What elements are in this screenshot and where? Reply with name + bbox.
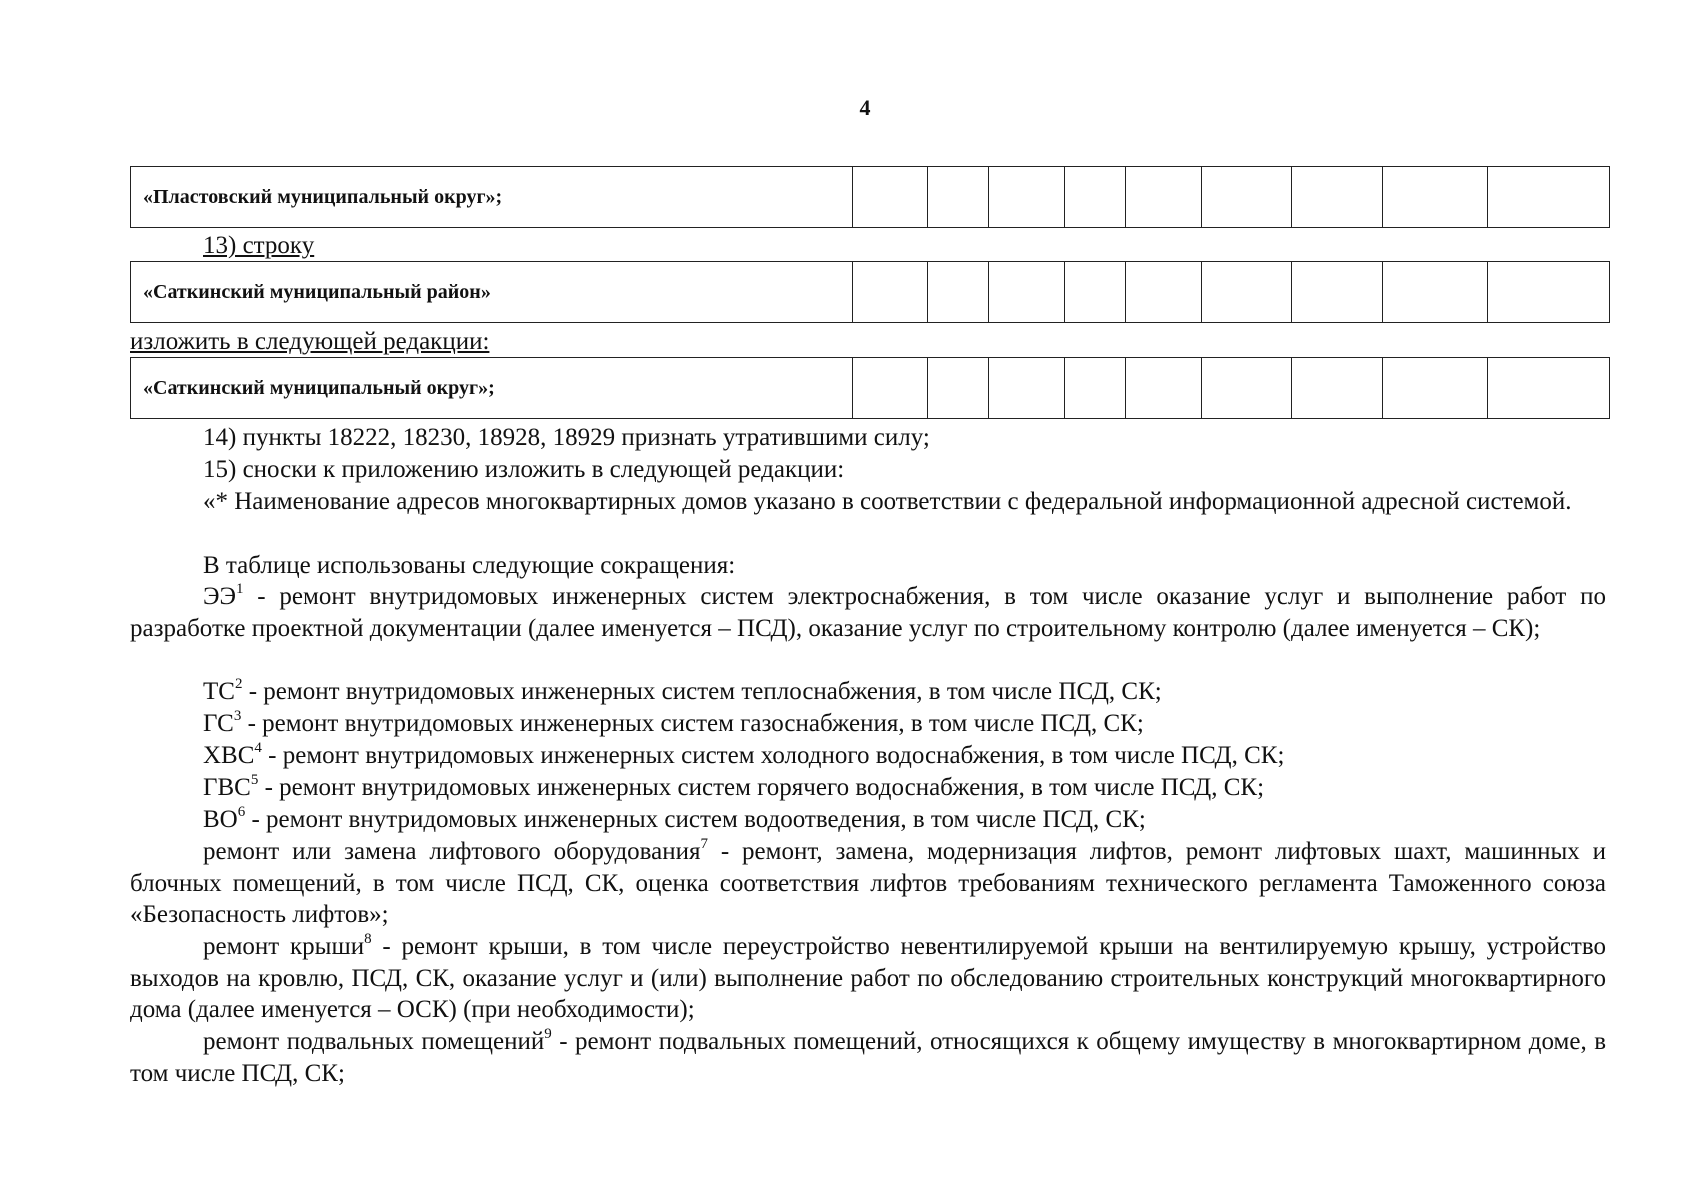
table-cell — [1126, 358, 1202, 419]
state-as-line: изложить в следующей редакции: — [130, 328, 490, 355]
abbr-term: ХВС — [203, 742, 255, 769]
abbrev-lift — [130, 836, 1606, 931]
footnote-mark: 6 — [237, 803, 246, 820]
table-cell — [1201, 262, 1291, 323]
table-cell — [1382, 358, 1487, 419]
abbrev-gvs — [130, 772, 1606, 804]
footnote-mark: 4 — [254, 739, 262, 756]
abbr-term: ГВС — [203, 774, 251, 801]
table-cell — [852, 358, 928, 419]
table-cell — [1292, 358, 1382, 419]
abbr-definition: - ремонт внутридомовых инженерных систем электроснабжения, в том числе оказание услуг и выполнение работ по разработке проектной документации (далее именуется – ПСД), оказание услуг по строительному контролю (далее именуется – СК); — [130, 583, 1606, 642]
item-14: 14) пункты 18222, 18230, 18928, 18929 признать утратившими силу; — [203, 424, 930, 451]
item-13: 13) строку — [203, 232, 315, 259]
footnote-star: «* Наименование адресов многоквартирных домов указано в соответствии с федеральной информационной адресной системой. — [203, 488, 1572, 515]
item-15: 15) сноски к приложению изложить в следующей редакции: — [203, 456, 845, 483]
table-cell — [1065, 358, 1126, 419]
page-number: 4 — [859, 95, 871, 120]
table-cell — [989, 262, 1065, 323]
abbrev-hvs — [130, 740, 1606, 772]
table-cell — [1382, 167, 1487, 228]
footnote-mark: 8 — [364, 930, 372, 947]
row-table-1 — [130, 166, 1610, 228]
footnote-mark: 7 — [700, 835, 709, 852]
abbrev-intro: В таблице использованы следующие сокращения: — [203, 552, 736, 579]
row-table-3 — [130, 357, 1610, 419]
row-table-2 — [130, 261, 1610, 323]
abbrev-gs — [130, 708, 1606, 740]
table-cell — [1201, 167, 1291, 228]
table-cell — [928, 167, 989, 228]
table-cell — [1487, 167, 1609, 228]
table-cell — [1126, 167, 1202, 228]
abbr-definition: - ремонт внутридомовых инженерных систем газоснабжения, в том числе ПСД, СК; — [241, 710, 1144, 737]
table-cell — [1065, 262, 1126, 323]
table-cell — [1487, 262, 1609, 323]
table-cell — [989, 358, 1065, 419]
abbrev-ee — [130, 581, 1606, 644]
abbr-term: ВО — [203, 806, 238, 833]
abbr-definition: - ремонт крыши, в том числе переустройство невентилируемой крыши на вентилируемую крышу, устройство выходов на кровлю, ПСД, СК, оказание услуг и (или) выполнение работ по обследованию строительных конструкций многоквартирного дома (далее именуется – ОСК) (при необходимости); — [130, 933, 1606, 1023]
abbr-definition: - ремонт внутридомовых инженерных систем горячего водоснабжения, в том числе ПСД, СК; — [258, 774, 1265, 801]
row-label: «Пластовский муниципальный округ»; — [131, 167, 853, 228]
table-cell — [928, 358, 989, 419]
abbr-term: ЭЭ — [203, 583, 237, 610]
table-cell — [1126, 262, 1202, 323]
abbrev-vo — [130, 804, 1606, 836]
abbr-term: ТС — [203, 678, 235, 705]
abbr-term: ремонт подвальных помещений — [203, 1028, 545, 1055]
table-cell — [852, 262, 928, 323]
abbr-term: ГС — [203, 710, 234, 737]
row-label: «Саткинский муниципальный округ»; — [131, 358, 853, 419]
abbr-definition: - ремонт, замена, модернизация лифтов, ремонт лифтовых шахт, машинных и блочных помещений, в том числе ПСД, СК, оценка соответствия лифтов требованиям технического регламента Таможенного союза «Безопасность лифтов»; — [130, 838, 1606, 928]
table-cell — [852, 167, 928, 228]
footnote-mark: 9 — [544, 1025, 552, 1042]
abbr-definition: - ремонт внутридомовых инженерных систем водоотведения, в том числе ПСД, СК; — [245, 806, 1146, 833]
footnote-mark: 2 — [234, 675, 243, 692]
row-label: «Саткинский муниципальный район» — [131, 262, 853, 323]
abbrev-ts — [130, 676, 1606, 708]
table-cell — [989, 167, 1065, 228]
abbrev-basement — [130, 1026, 1606, 1089]
table-cell — [1382, 262, 1487, 323]
abbr-term: ремонт или замена лифтового оборудования — [203, 838, 701, 865]
table-cell — [1065, 167, 1126, 228]
abbr-definition: - ремонт подвальных помещений, относящихся к общему имуществу в многоквартирном доме, в том числе ПСД, СК; — [130, 1028, 1606, 1087]
table-cell — [1201, 358, 1291, 419]
table-cell — [1292, 167, 1382, 228]
abbr-term: ремонт крыши — [203, 933, 365, 960]
footnote-mark: 3 — [233, 707, 242, 724]
table-cell — [928, 262, 989, 323]
abbr-definition: - ремонт внутридомовых инженерных систем холодного водоснабжения, в том числе ПСД, СК; — [261, 742, 1285, 769]
abbrev-roof — [130, 931, 1606, 1026]
abbr-definition: - ремонт внутридомовых инженерных систем теплоснабжения, в том числе ПСД, СК; — [242, 678, 1162, 705]
table-cell — [1292, 262, 1382, 323]
table-cell — [1487, 358, 1609, 419]
footnote-mark: 5 — [250, 771, 259, 788]
footnote-mark: 1 — [236, 580, 244, 597]
